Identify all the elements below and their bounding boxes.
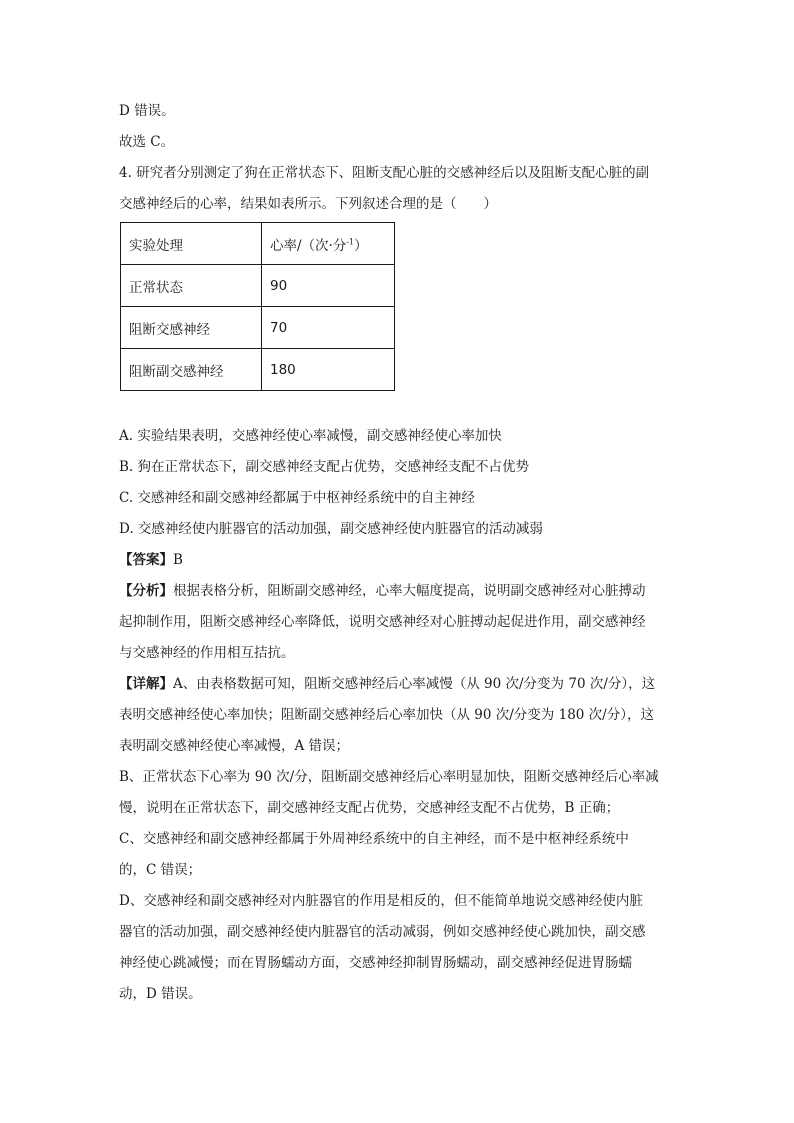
answer-value: B bbox=[173, 552, 183, 568]
analysis-line-1 bbox=[119, 576, 679, 607]
answer-tag: 【答案】 bbox=[119, 552, 173, 568]
prev-choose: 故选 C。 bbox=[119, 134, 175, 150]
table-header-cell bbox=[262, 223, 395, 265]
data-table bbox=[120, 222, 395, 391]
detail-line-c1: C、交感神经和副交感神经都属于外周神经系统中的自主神经，而不是中枢神经系统中 bbox=[119, 831, 629, 847]
table-cell: 70 bbox=[262, 307, 395, 349]
table-row bbox=[121, 265, 395, 307]
table-cell: 阻断副交感神经 bbox=[121, 349, 262, 391]
option-d: D. 交感神经使内脏器官的活动加强，副交感神经使内脏器官的活动减弱 bbox=[119, 521, 543, 537]
table-header-cell: 实验处理 bbox=[121, 223, 262, 265]
table-row bbox=[121, 349, 395, 391]
option-a: A. 实验结果表明，交感神经使心率减慢，副交感神经使心率加快 bbox=[119, 428, 502, 444]
analysis-text-1: 根据表格分析，阻断副交感神经，心率大幅度提高，说明副交感神经对心脏搏动 bbox=[173, 583, 646, 599]
detail-line-a2: 表明交感神经使心率加快；阻断副交感神经后心率加快（从 90 次/分变为 180 次/分），这 bbox=[119, 707, 654, 723]
table-cell: 阻断交感神经 bbox=[121, 307, 262, 349]
detail-line-b2: 慢，说明在正常状态下，副交感神经支配占优势，交感神经支配不占优势，B 正确； bbox=[119, 800, 620, 816]
table-cell: 90 bbox=[262, 265, 395, 307]
analysis-tag: 【分析】 bbox=[119, 583, 173, 599]
detail-line-a1 bbox=[119, 669, 679, 700]
option-c: C. 交感神经和副交感神经都属于中枢神经系统中的自主神经 bbox=[119, 490, 475, 506]
question-line-2: 交感神经后的心率，结果如表所示。下列叙述合理的是（ ） bbox=[119, 196, 497, 212]
detail-line-a3: 表明副交感神经使心率减慢，A 错误； bbox=[119, 738, 350, 754]
header-unit-text: 心率/（次·分 bbox=[270, 237, 347, 254]
detail-line-d2: 器官的活动加强，副交感神经使内脏器官的活动减弱，例如交感神经使心跳加快，副交感 bbox=[119, 924, 646, 940]
table-cell: 正常状态 bbox=[121, 265, 262, 307]
detail-line-d1: D、交感神经和副交感神经对内脏器官的作用是相反的，但不能简单地说交感神经使内脏 bbox=[119, 893, 643, 909]
header-unit-exponent: -1 bbox=[346, 237, 355, 246]
header-unit-close: ） bbox=[354, 237, 368, 254]
detail-line-d4: 动，D 错误。 bbox=[119, 986, 202, 1002]
question-line-1: 4. 研究者分别测定了狗在正常状态下、阻断支配心脏的交感神经后以及阻断支配心脏的副 bbox=[119, 165, 650, 181]
table-cell: 180 bbox=[262, 349, 395, 391]
table-header-row bbox=[121, 223, 395, 265]
document-page bbox=[119, 96, 679, 1010]
detail-text-a1: A、由表格数据可知，阻断交感神经后心率减慢（从 90 次/分变为 70 次/分），这 bbox=[173, 676, 656, 692]
option-b: B. 狗在正常状态下，副交感神经支配占优势，交感神经支配不占优势 bbox=[119, 459, 530, 475]
answer-line bbox=[119, 545, 679, 576]
prev-d-wrong: D 错误。 bbox=[119, 103, 175, 119]
analysis-line-3: 与交感神经的作用相互拮抗。 bbox=[119, 645, 295, 661]
table-row bbox=[121, 307, 395, 349]
detail-tag: 【详解】 bbox=[119, 676, 173, 692]
detail-line-c2: 的，C 错误； bbox=[119, 862, 202, 878]
detail-line-d3: 神经使心跳减慢；而在胃肠蠕动方面，交感神经抑制胃肠蠕动，副交感神经促进胃肠蠕 bbox=[119, 955, 632, 971]
detail-line-b1: B、正常状态下心率为 90 次/分，阻断副交感神经后心率明显加快，阻断交感神经后心率减 bbox=[119, 769, 659, 785]
analysis-line-2: 起抑制作用，阻断交感神经心率降低，说明交感神经对心脏搏动起促进作用，副交感神经 bbox=[119, 614, 646, 630]
